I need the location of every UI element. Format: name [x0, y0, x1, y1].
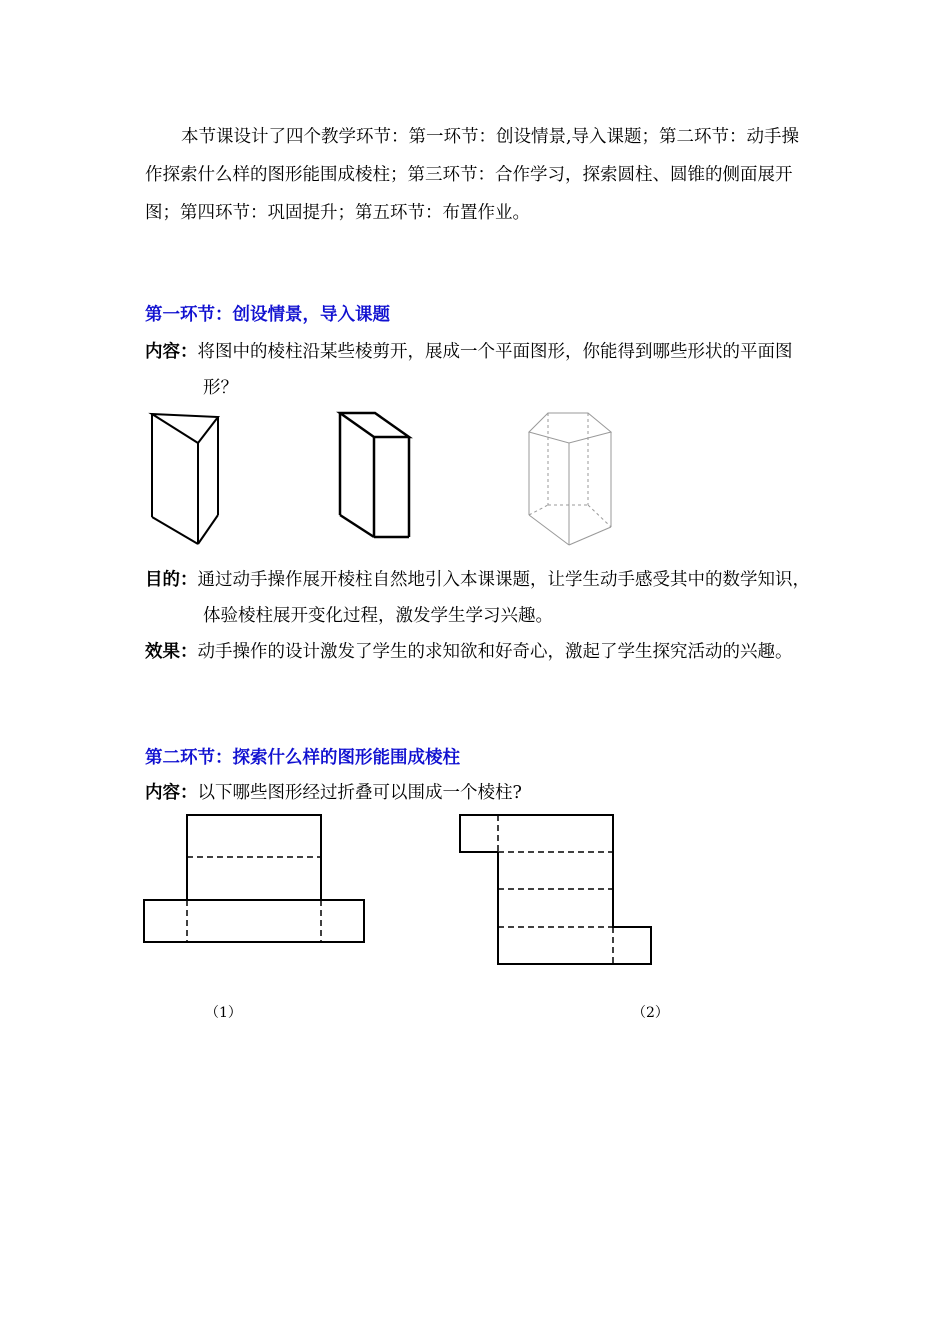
- purpose-text: 通过动手操作展开棱柱自然地引入本课课题，让学生动手感受其中的数学知识，体验棱柱展开变化过程，激发学生学习兴趣。: [197, 570, 810, 626]
- rectangular-prism-figure: [330, 405, 420, 545]
- figure-2-caption: （2）: [632, 1005, 669, 1021]
- content-text: 将图中的棱柱沿某些棱剪开，展成一个平面图形，你能得到哪些形状的平面图形？: [197, 342, 793, 398]
- figure-1-caption: （1）: [205, 1005, 242, 1021]
- triangular-prism-figure: [140, 405, 230, 545]
- intro-paragraph: 本节课设计了四个教学环节：第一环节：创设情景,导入课题；第二环节：动手操作探索什么样的图形能围成棱柱；第三环节：合作学习，探索圆柱、圆锥的侧面展开图；第四环节：巩固提升；第五环节：布置作业。: [145, 127, 800, 223]
- pentagonal-prism-figure: [525, 405, 620, 550]
- section1-purpose: [145, 562, 810, 634]
- section2-heading: 第二环节：探索什么样的图形能围成棱柱: [145, 748, 460, 768]
- net-figure-2: [455, 810, 655, 970]
- section1-heading: 第一环节：创设情景，导入课题: [145, 305, 390, 325]
- content-text-2: 以下哪些图形经过折叠可以围成一个棱柱?: [197, 783, 522, 803]
- section1-content: [145, 334, 810, 406]
- content-label: 内容：: [145, 342, 198, 362]
- net-figure-1: [140, 810, 370, 950]
- content-label-2: 内容：: [145, 783, 198, 803]
- section1-effect: [145, 634, 810, 670]
- effect-label: 效果：: [145, 642, 198, 662]
- purpose-label: 目的：: [145, 570, 198, 590]
- effect-text: 动手操作的设计激发了学生的求知欲和好奇心，激起了学生探究活动的兴趣。: [197, 642, 793, 662]
- section2-content: [145, 775, 810, 811]
